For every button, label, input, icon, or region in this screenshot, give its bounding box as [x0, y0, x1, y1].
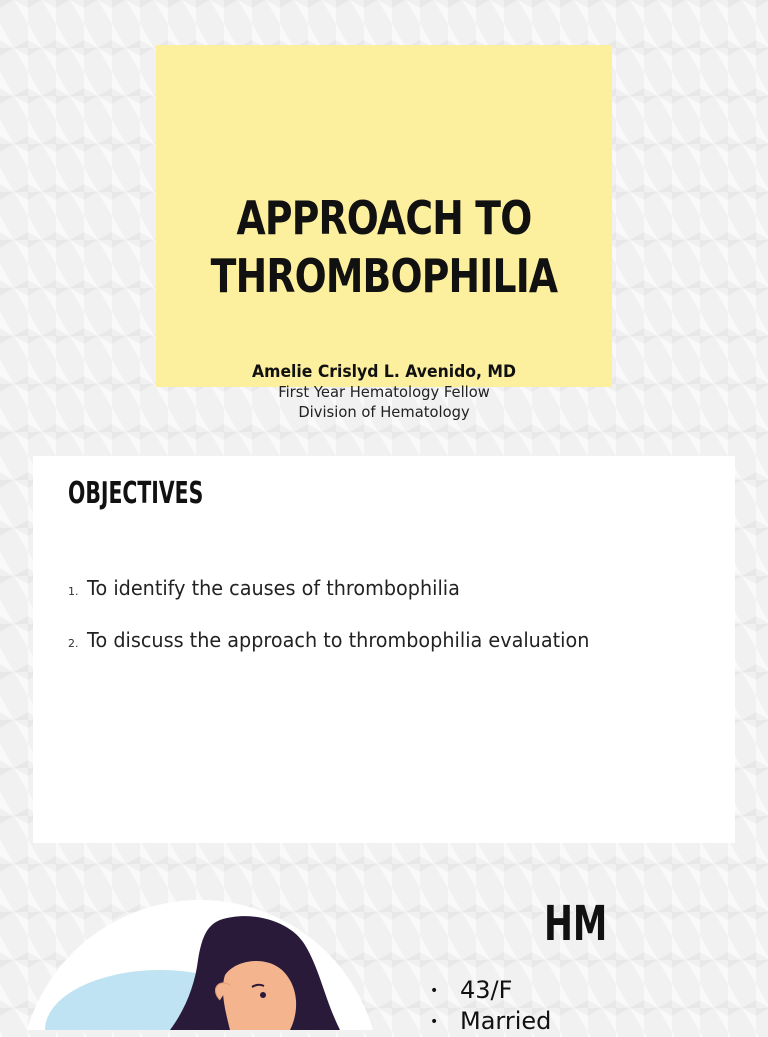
objective-text: To identify the causes of thrombophilia — [87, 576, 460, 600]
author-position: First Year Hematology Fellow — [278, 383, 490, 401]
bullet-text: 43/F — [460, 976, 513, 1004]
slide-title — [156, 189, 612, 305]
author-affiliation — [156, 382, 612, 422]
author-name: Amelie Crislyd L. Avenido, MD — [252, 362, 516, 382]
objectives-heading: OBJECTIVES — [68, 476, 204, 511]
objective-item — [68, 628, 610, 652]
title-slide — [156, 45, 612, 421]
objective-number: 2. — [68, 637, 79, 650]
objective-number: 1. — [68, 585, 79, 598]
bullet-text: Married — [460, 1007, 552, 1035]
woman-avatar-icon — [20, 890, 380, 1030]
title-line-2: THROMBOPHILIA — [210, 249, 558, 303]
title-line-1: APPROACH TO — [236, 191, 532, 245]
list-item — [430, 1006, 551, 1037]
bullet-marker: • — [430, 983, 439, 999]
objective-item — [68, 576, 475, 600]
objective-text: To discuss the approach to thrombophilia evaluation — [87, 628, 590, 652]
objectives-slide — [33, 456, 735, 843]
case-heading: HM — [544, 896, 608, 952]
author-division: Division of Hematology — [298, 403, 470, 421]
list-item — [430, 975, 551, 1006]
case-bullet-list — [430, 975, 551, 1037]
bullet-marker: • — [430, 1014, 439, 1030]
